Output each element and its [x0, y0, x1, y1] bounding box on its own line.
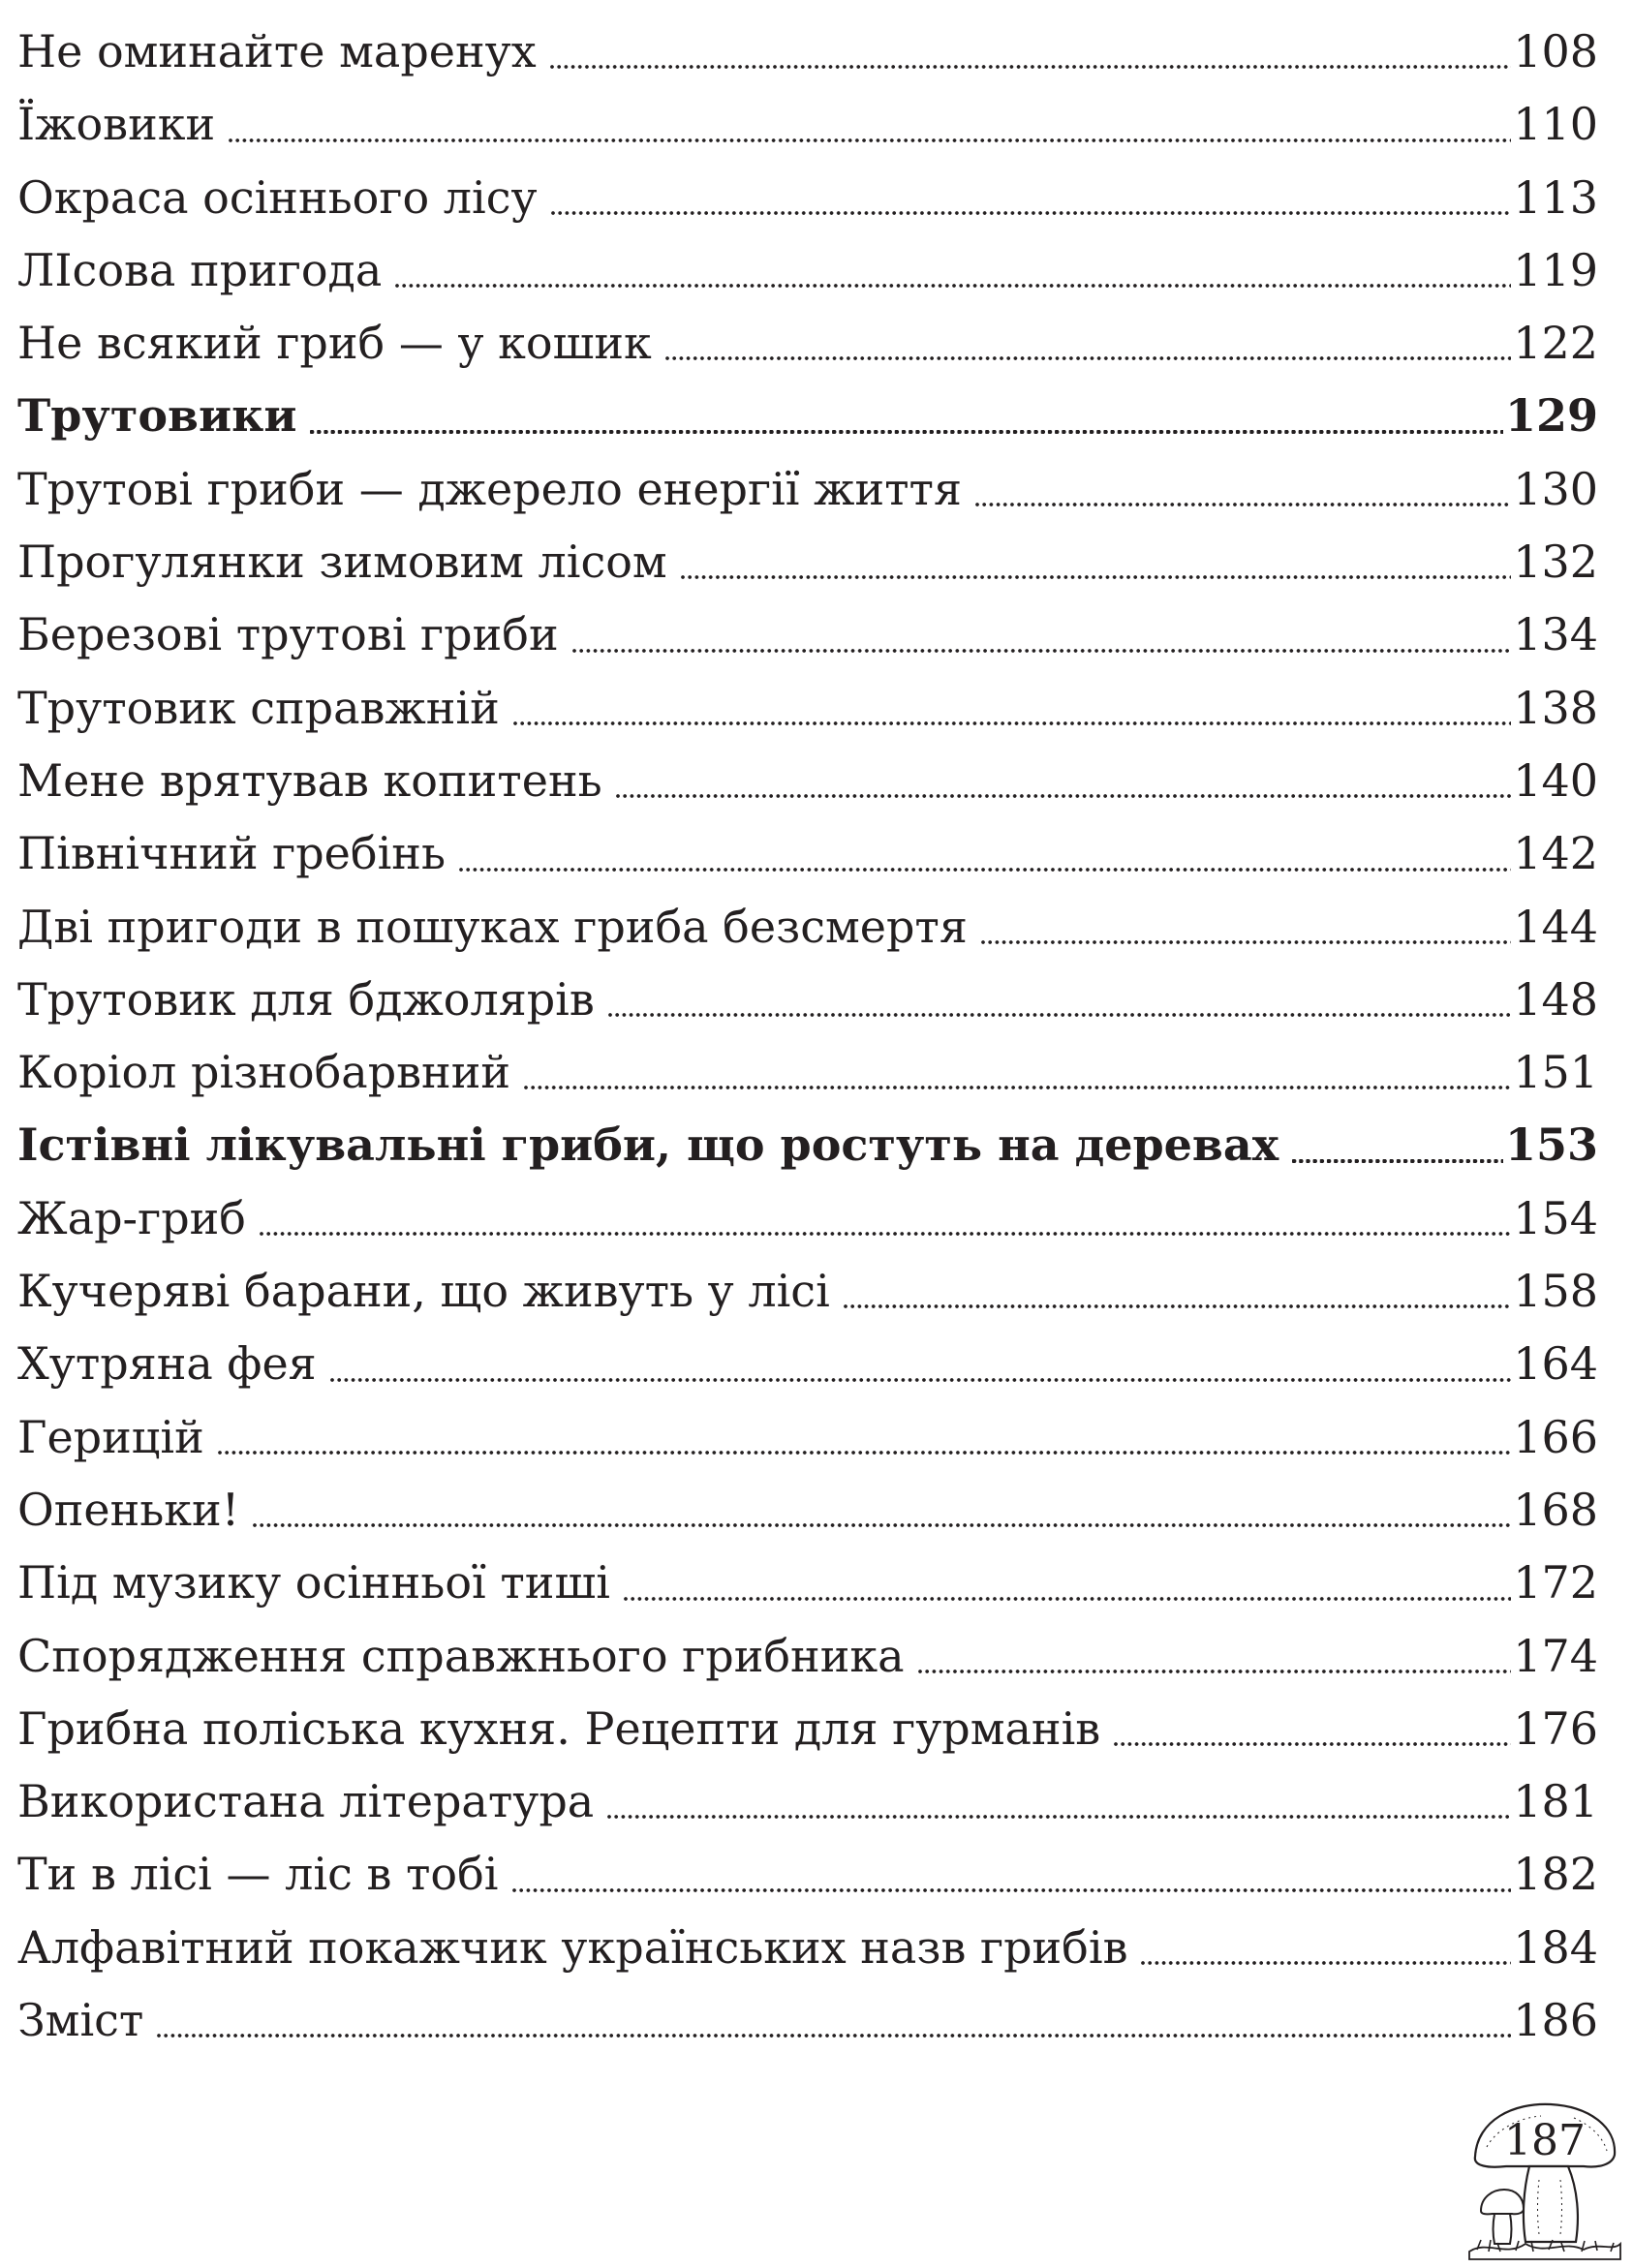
- toc-entry-page: 182: [1513, 1848, 1598, 1901]
- table-of-contents: [17, 15, 1598, 2057]
- toc-entry: [17, 1036, 1598, 1109]
- dot-leader: [459, 868, 1511, 872]
- toc-section-heading: [17, 380, 1598, 452]
- toc-entry-title: Алфавітний покажчик українських назв грибів: [17, 1920, 1128, 1974]
- toc-entry-title: Зміст: [17, 1994, 144, 2047]
- dot-leader: [665, 356, 1511, 360]
- toc-entry-page: 110: [1513, 98, 1598, 151]
- dot-leader: [157, 2034, 1511, 2038]
- toc-entry-page: 158: [1513, 1265, 1598, 1318]
- toc-entry-title: Трутовики: [17, 389, 297, 443]
- toc-entry-page: 184: [1513, 1920, 1598, 1974]
- toc-entry-page: 186: [1513, 1994, 1598, 2047]
- toc-entry-page: 176: [1513, 1701, 1598, 1755]
- toc-entry: [17, 526, 1598, 598]
- toc-entry-page: 166: [1513, 1410, 1598, 1463]
- toc-entry-title: Березові трутові гриби: [17, 608, 559, 661]
- dot-leader: [395, 284, 1511, 288]
- toc-entry-title: Ти в лісі — ліс в тобі: [17, 1848, 499, 1901]
- toc-entry: [17, 88, 1598, 161]
- toc-entry: [17, 817, 1598, 890]
- dot-leader: [1141, 1961, 1511, 1965]
- toc-entry: [17, 1984, 1598, 2057]
- toc-entry: [17, 1765, 1598, 1838]
- dot-leader: [572, 649, 1512, 653]
- toc-entry-title: ЛІсова пригода: [17, 243, 383, 296]
- toc-entry-page: 132: [1513, 536, 1598, 589]
- toc-entry: [17, 1912, 1598, 1984]
- toc-entry-page: 122: [1513, 317, 1598, 370]
- toc-entry: [17, 1620, 1598, 1693]
- toc-entry-page: 153: [1504, 1119, 1598, 1172]
- dot-leader: [550, 65, 1512, 69]
- toc-entry-page: 144: [1513, 900, 1598, 953]
- toc-entry-page: 151: [1513, 1046, 1598, 1099]
- toc-entry-title: Герицій: [17, 1410, 204, 1463]
- toc-entry: [17, 453, 1598, 526]
- toc-entry-title: Не оминайте маренух: [17, 25, 537, 77]
- toc-section-heading: [17, 1109, 1598, 1181]
- toc-entry-title: Прогулянки зимовим лісом: [17, 536, 667, 589]
- toc-entry-title: Трутовик справжній: [17, 681, 500, 734]
- toc-entry: [17, 598, 1598, 671]
- dot-leader: [681, 575, 1511, 579]
- toc-entry: [17, 1182, 1598, 1255]
- dot-leader: [310, 430, 1503, 434]
- toc-entry-page: 174: [1513, 1629, 1598, 1682]
- dot-leader: [512, 1888, 1512, 1892]
- dot-leader: [981, 940, 1511, 944]
- toc-entry-title: Трутові гриби — джерело енергії життя: [17, 462, 963, 515]
- toc-entry-title: Опеньки!: [17, 1483, 240, 1536]
- toc-entry: [17, 964, 1598, 1036]
- dot-leader: [260, 1232, 1511, 1236]
- toc-entry: [17, 162, 1598, 234]
- toc-entry-title: Спорядження справжнього грибника: [17, 1629, 905, 1682]
- toc-entry-page: 154: [1513, 1191, 1598, 1244]
- toc-entry-title: Трутовик для бджолярів: [17, 972, 595, 1026]
- toc-entry-page: 138: [1513, 681, 1598, 734]
- toc-entry-page: 134: [1513, 608, 1598, 661]
- toc-entry: [17, 1693, 1598, 1765]
- page-number-badge: [1467, 2097, 1622, 2261]
- dot-leader: [551, 211, 1512, 215]
- toc-entry: [17, 1838, 1598, 1911]
- dot-leader: [844, 1304, 1511, 1308]
- dot-leader: [524, 1086, 1511, 1089]
- toc-entry-title: Мене врятував копитень: [17, 753, 602, 807]
- toc-entry-title: Не всякий гриб — у кошик: [17, 317, 652, 370]
- toc-entry-title: Використана література: [17, 1775, 595, 1828]
- page-number: 187: [1504, 2116, 1586, 2165]
- toc-entry-title: Окраса осіннього лісу: [17, 170, 538, 224]
- dot-leader: [513, 721, 1511, 725]
- toc-entry-title: Коріол різнобарвний: [17, 1046, 511, 1099]
- dot-leader: [607, 1815, 1511, 1819]
- toc-entry-page: 108: [1513, 25, 1598, 77]
- toc-entry-page: 129: [1504, 389, 1598, 443]
- toc-entry-page: 113: [1513, 170, 1598, 224]
- toc-entry: [17, 672, 1598, 745]
- dot-leader: [1292, 1159, 1503, 1163]
- toc-entry-page: 181: [1513, 1775, 1598, 1828]
- toc-entry: [17, 891, 1598, 964]
- toc-entry: [17, 1401, 1598, 1474]
- toc-entry: [17, 234, 1598, 307]
- toc-entry: [17, 1328, 1598, 1400]
- toc-entry-title: Істівні лікувальні гриби, що ростуть на деревах: [17, 1119, 1279, 1172]
- toc-entry-title: Жар-гриб: [17, 1191, 246, 1244]
- dot-leader: [253, 1523, 1511, 1527]
- toc-entry-title: Під музику осінньої тиші: [17, 1556, 610, 1609]
- dot-leader: [608, 1013, 1511, 1017]
- dot-leader: [918, 1670, 1512, 1673]
- toc-entry: [17, 307, 1598, 380]
- toc-entry: [17, 745, 1598, 817]
- dot-leader: [229, 138, 1511, 142]
- toc-entry-title: Грибна поліська кухня. Рецепти для гурманів: [17, 1701, 1101, 1755]
- dot-leader: [218, 1451, 1511, 1455]
- toc-entry: [17, 1474, 1598, 1547]
- toc-entry-page: 148: [1513, 972, 1598, 1026]
- dot-leader: [616, 794, 1512, 798]
- toc-entry-title: Кучеряві барани, що живуть у лісі: [17, 1265, 830, 1318]
- toc-entry-page: 130: [1513, 462, 1598, 515]
- dot-leader: [330, 1378, 1512, 1382]
- toc-entry: [17, 1255, 1598, 1328]
- toc-entry: [17, 15, 1598, 88]
- toc-entry-page: 172: [1513, 1556, 1598, 1609]
- toc-entry-page: 140: [1513, 753, 1598, 807]
- toc-entry-page: 119: [1513, 243, 1598, 296]
- toc-entry-page: 164: [1513, 1337, 1598, 1391]
- toc-entry-title: Дві пригоди в пошуках гриба безсмертя: [17, 900, 968, 953]
- toc-entry: [17, 1547, 1598, 1619]
- dot-leader: [975, 503, 1511, 506]
- dot-leader: [624, 1597, 1511, 1601]
- toc-entry-title: Хутряна фея: [17, 1337, 317, 1391]
- toc-entry-title: Їжовики: [17, 98, 216, 151]
- toc-entry-page: 142: [1513, 827, 1598, 880]
- dot-leader: [1114, 1742, 1511, 1746]
- toc-entry-title: Північний гребінь: [17, 827, 446, 880]
- toc-entry-page: 168: [1513, 1483, 1598, 1536]
